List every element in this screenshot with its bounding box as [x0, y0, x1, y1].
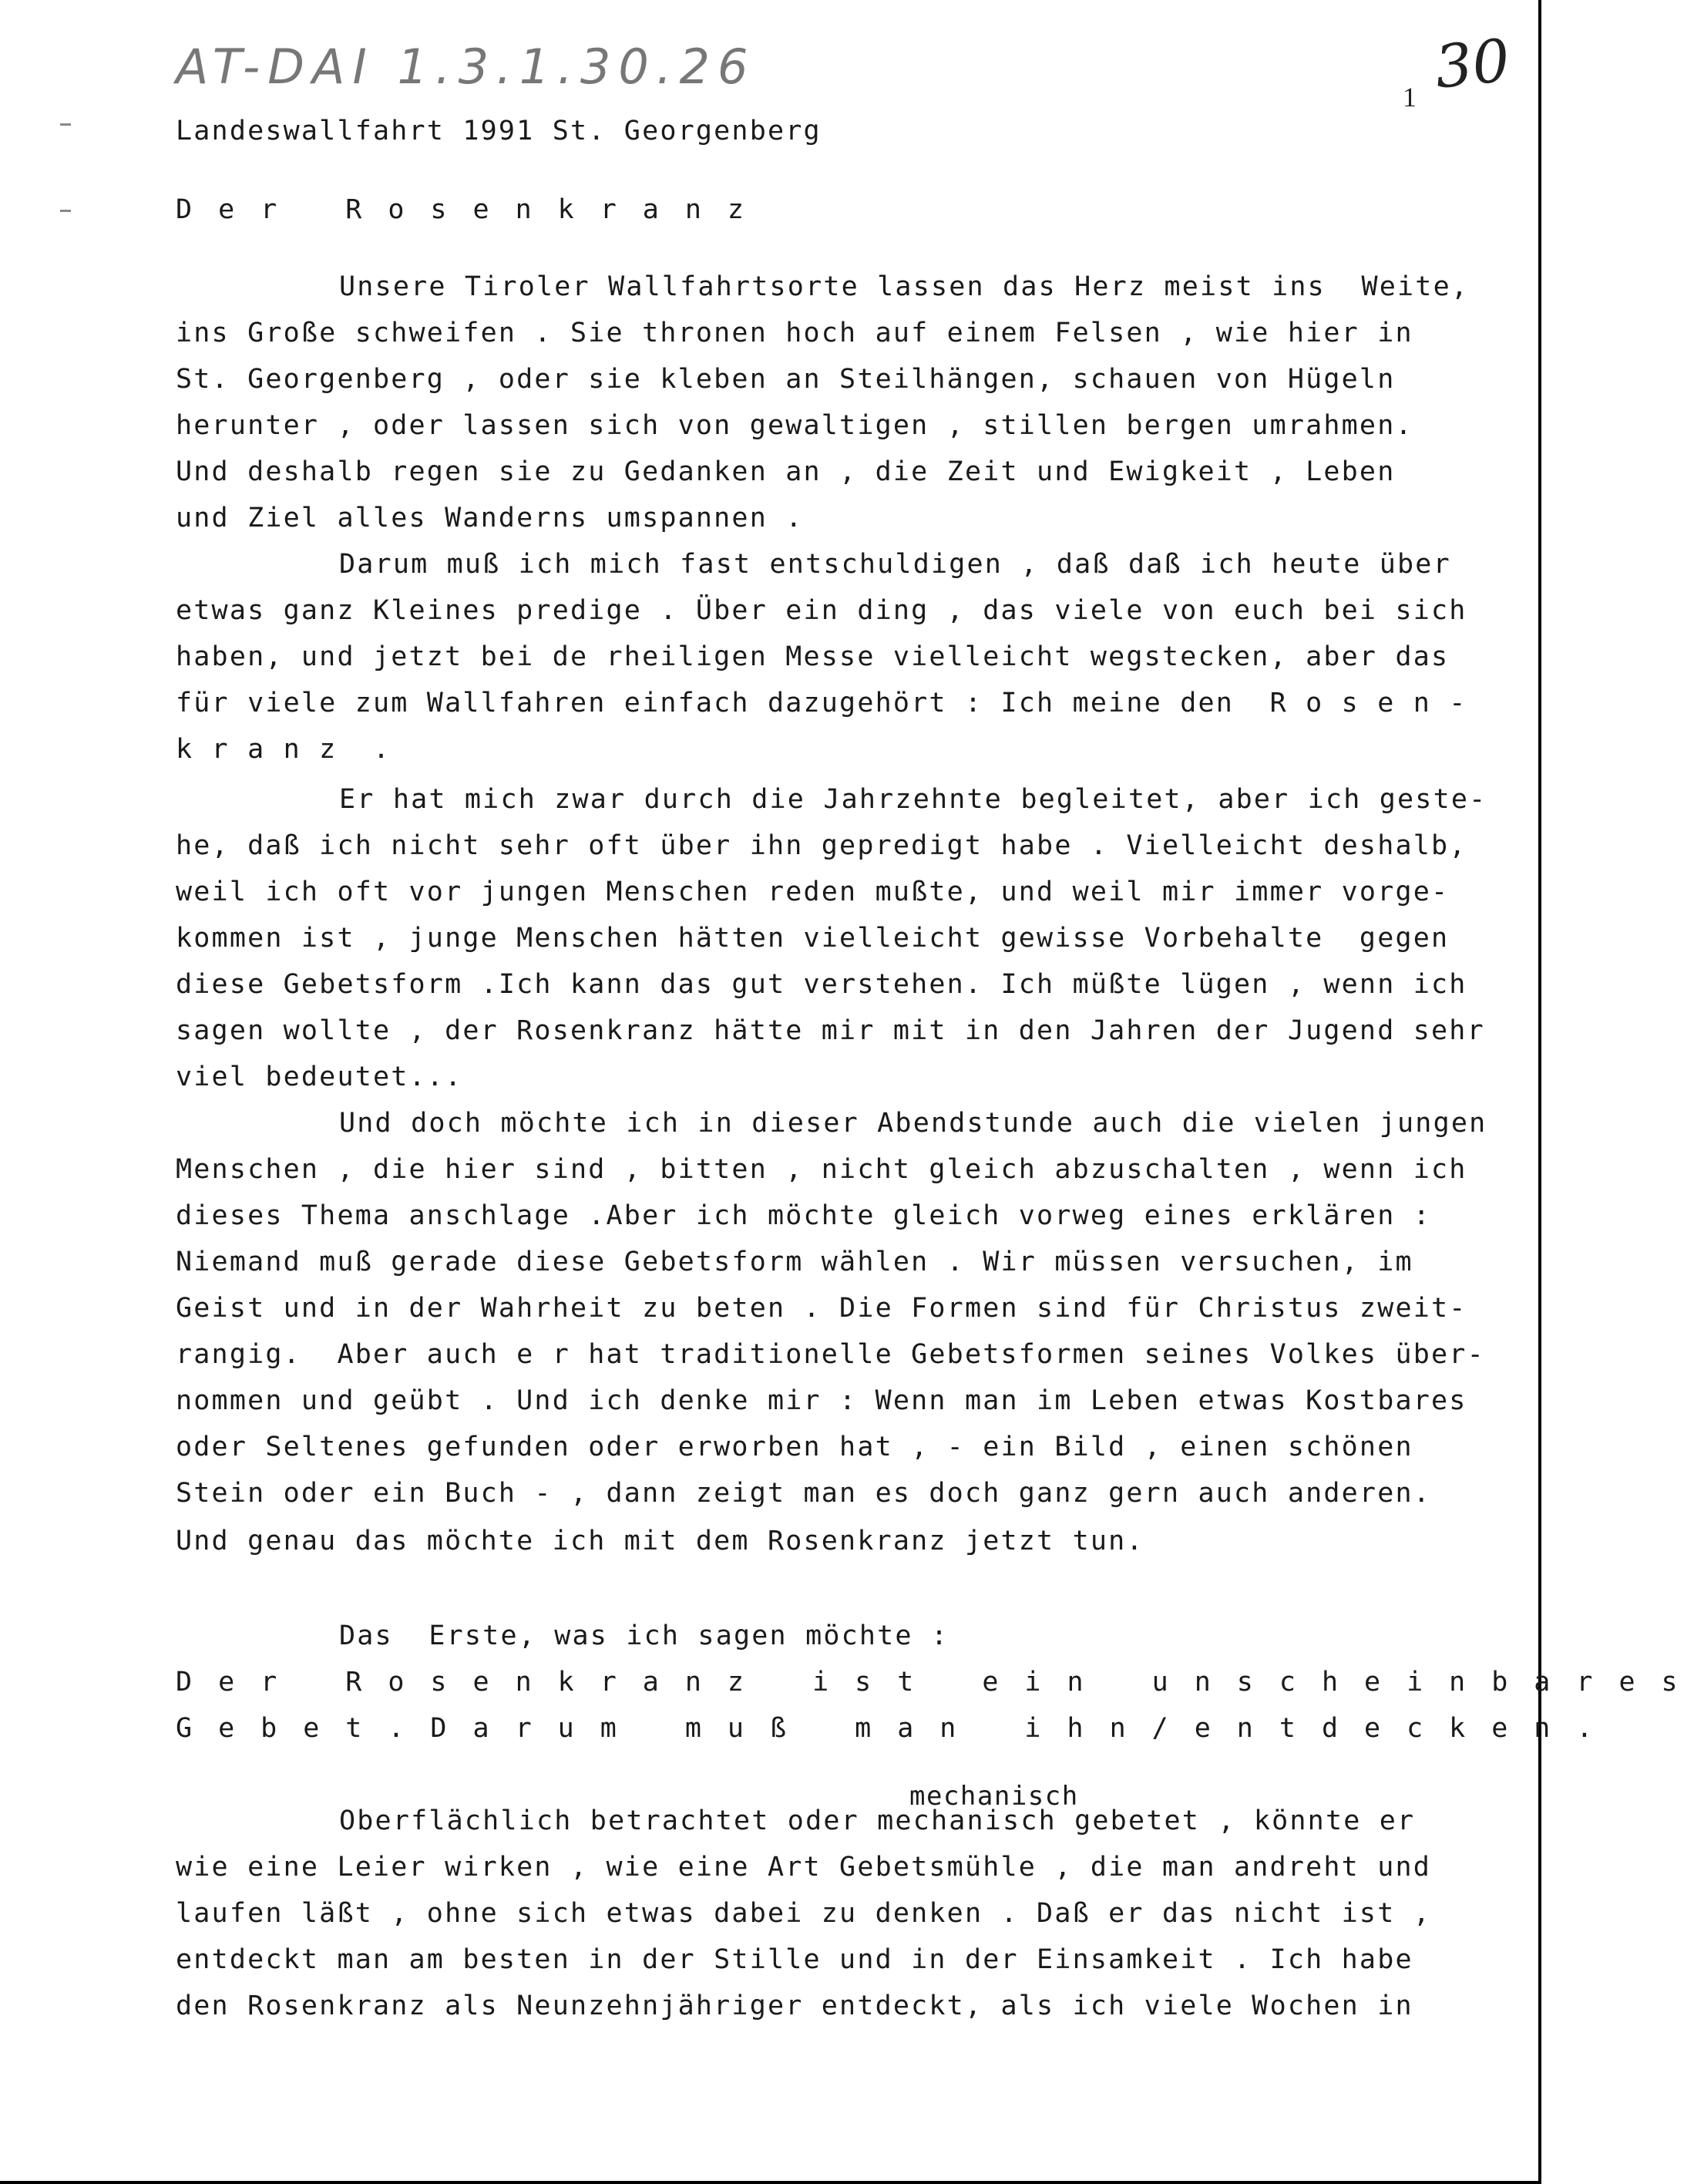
- margin-mark: [60, 210, 71, 212]
- text-line: Geist und in der Wahrheit zu beten . Die Formen sind für Christus zweit-: [176, 1293, 1467, 1324]
- text-line: Niemand muß gerade diese Gebetsform wählen . Wir müssen versuchen, im: [176, 1247, 1413, 1277]
- section-heading: Der Rosenkranz ist ein unscheinbares: [176, 1667, 1704, 1698]
- margin-mark: [60, 123, 71, 126]
- text-line: he, daß ich nicht sehr oft über ihn gepredigt habe . Vielleicht deshalb,: [176, 830, 1467, 861]
- text-line: Unsere Tiroler Wallfahrtsorte lassen das Herz meist ins Weite,: [339, 271, 1470, 302]
- page-number: 1: [1403, 82, 1417, 113]
- text-line: k r a n z .: [176, 734, 392, 765]
- text-line: Und genau das möchte ich mit dem Rosenkranz jetzt tun.: [176, 1526, 1144, 1556]
- text-line: Darum muß ich mich fast entschuldigen , daß daß ich heute über: [339, 549, 1451, 580]
- text-line: rangig. Aber auch e r hat traditionelle Gebetsformen seines Volkes über-: [176, 1339, 1485, 1370]
- text-line: dieses Thema anschlage .Aber ich möchte gleich vorweg eines erklären :: [176, 1200, 1432, 1231]
- text-line: ins Große schweifen . Sie thronen hoch auf einem Felsen , wie hier in: [176, 318, 1413, 348]
- text-line: nommen und geübt . Und ich denke mir : Wenn man im Leben etwas Kostbares: [176, 1385, 1467, 1416]
- archive-signature: AT-DAI 1.3.1.30.26: [176, 39, 756, 95]
- text-line: Und doch möchte ich in dieser Abendstunde auch die vielen jungen: [339, 1108, 1487, 1139]
- text-line: entdeckt man am besten in der Stille und in der Einsamkeit . Ich habe: [176, 1944, 1413, 1975]
- text-line: Er hat mich zwar durch die Jahrzehnte begleitet, aber ich geste-: [339, 784, 1487, 815]
- text-line: oder Seltenes gefunden oder erworben hat , - ein Bild , einen schönen: [176, 1432, 1413, 1462]
- text-line: Menschen , die hier sind , bitten , nicht gleich abzuschalten , wenn ich: [176, 1154, 1467, 1185]
- text-line: Und deshalb regen sie zu Gedanken an , die Zeit und Ewigkeit , Leben: [176, 456, 1396, 487]
- document-title: Der Rosenkranz: [176, 194, 771, 225]
- text-line: Stein oder ein Buch - , dann zeigt man es doch ganz gern auch anderen.: [176, 1478, 1432, 1509]
- text-line: Das Erste, was ich sagen möchte :: [339, 1620, 949, 1651]
- annotation-above-line: mechanisch: [909, 1781, 1079, 1812]
- section-heading: Gebet.Darum muß man ihn/entdecken.: [176, 1713, 1619, 1744]
- text-line: diese Gebetsform .Ich kann das gut verstehen. Ich müßte lügen , wenn ich: [176, 969, 1467, 1000]
- folio-number: 30: [1431, 25, 1514, 102]
- text-line: etwas ganz Kleines predige . Über ein ding , das viele von euch bei sich: [176, 595, 1467, 626]
- text-line: St. Georgenberg , oder sie kleben an Steilhängen, schauen von Hügeln: [176, 364, 1396, 395]
- document-header: Landeswallfahrt 1991 St. Georgenberg: [176, 116, 822, 146]
- text-line: weil ich oft vor jungen Menschen reden mußte, und weil mir immer vorge-: [176, 877, 1450, 907]
- text-line: kommen ist , junge Menschen hätten vielleicht gewisse Vorbehalte gegen: [176, 923, 1450, 954]
- text-line: sagen wollte , der Rosenkranz hätte mir mit in den Jahren der Jugend sehr: [176, 1015, 1485, 1046]
- text-line: den Rosenkranz als Neunzehnjähriger entdeckt, als ich viele Wochen in: [176, 1991, 1413, 2021]
- text-line: Oberflächlich betrachtet oder mechanisch gebetet , könnte er: [339, 1805, 1416, 1836]
- text-line: viel bedeutet...: [176, 1062, 463, 1092]
- text-line: laufen läßt , ohne sich etwas dabei zu denken . Daß er das nicht ist ,: [176, 1898, 1432, 1929]
- text-line: herunter , oder lassen sich von gewaltigen , stillen bergen umrahmen.: [176, 410, 1413, 441]
- text-line: wie eine Leier wirken , wie eine Art Gebetsmühle , die man andreht und: [176, 1852, 1432, 1883]
- text-line: und Ziel alles Wanderns umspannen .: [176, 503, 804, 533]
- text-line: haben, und jetzt bei de rheiligen Messe vielleicht wegstecken, aber das: [176, 641, 1450, 672]
- text-line: für viele zum Wallfahren einfach dazugehört : Ich meine den R o s e n -: [176, 688, 1467, 718]
